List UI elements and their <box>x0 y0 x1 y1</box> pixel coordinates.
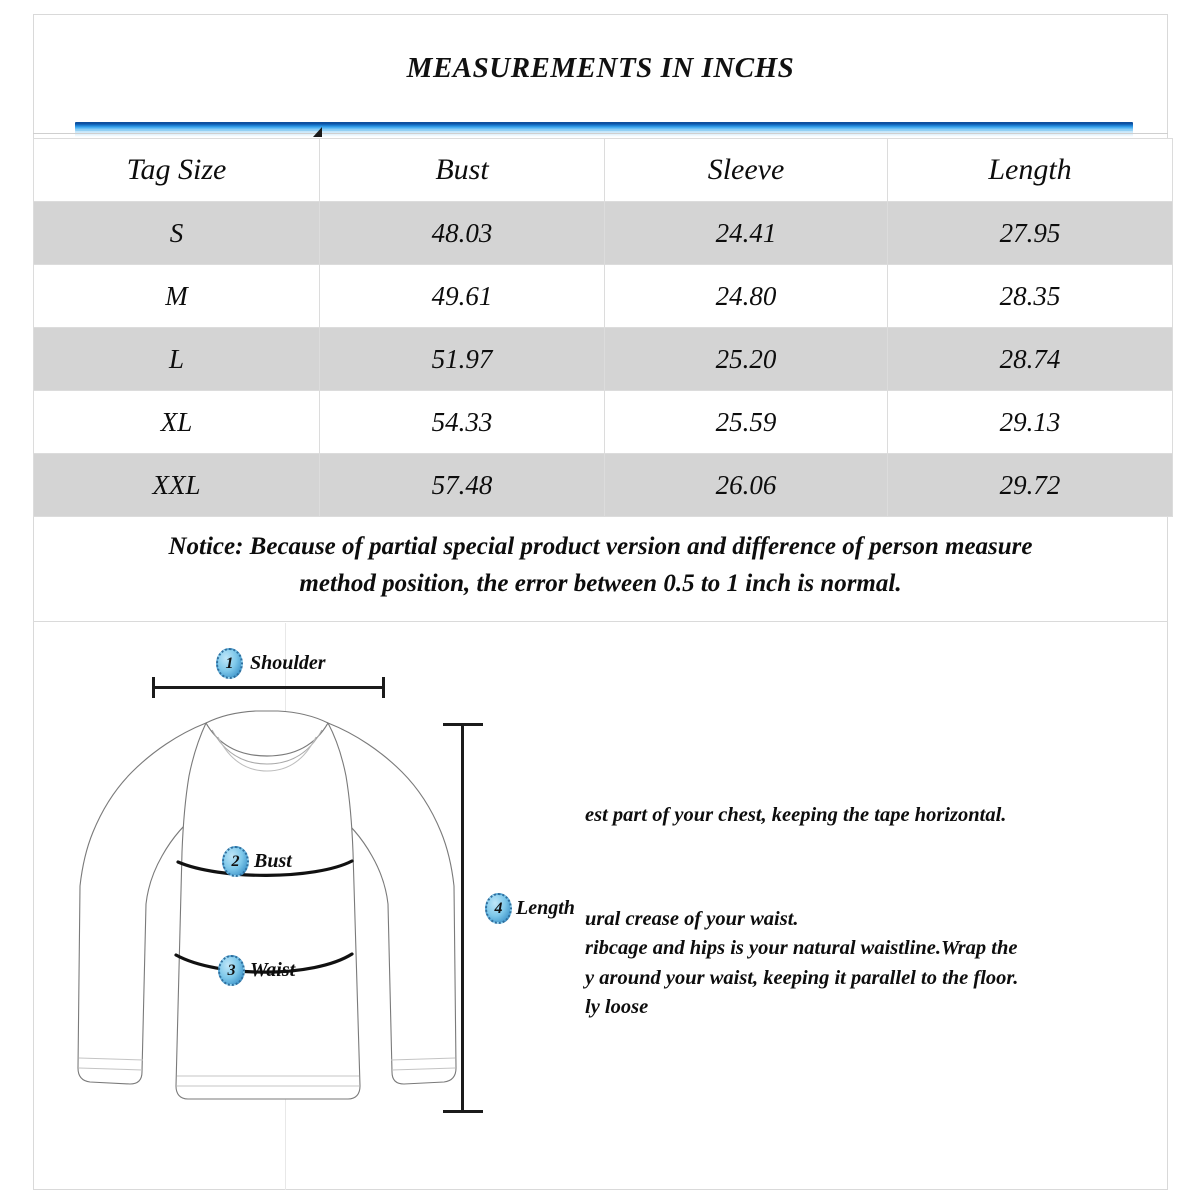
instruction-line-4: y around your waist, keeping it parallel to the floor. <box>585 966 1019 989</box>
shoulder-measure-cap-right <box>382 677 385 698</box>
column-header-sleeve: Sleeve <box>605 139 888 202</box>
column-header-length: Length <box>888 139 1173 202</box>
table-row <box>34 265 1173 328</box>
table-row <box>34 328 1173 391</box>
bar-hairline-divider <box>33 133 1168 134</box>
measuring-instructions <box>585 805 1145 1018</box>
cell-sleeve: 25.59 <box>605 391 888 454</box>
cell-bust: 51.97 <box>320 328 605 391</box>
cell-size: S <box>34 202 320 265</box>
cell-bust: 54.33 <box>320 391 605 454</box>
cell-sleeve: 26.06 <box>605 454 888 517</box>
badge-label-shoulder: Shoulder <box>250 652 326 674</box>
length-measure-line <box>461 724 464 1112</box>
instruction-line-1: est part of your chest, keeping the tape horizontal. <box>585 804 1007 826</box>
cell-size: XXL <box>34 454 320 517</box>
cell-length: 29.13 <box>888 391 1173 454</box>
notice-text <box>48 528 1153 602</box>
badge-label-length: Length <box>516 897 575 919</box>
cell-length: 27.95 <box>888 202 1173 265</box>
cell-bust: 57.48 <box>320 454 605 517</box>
column-header-tag-size: Tag Size <box>34 139 320 202</box>
badge-label-bust: Bust <box>254 850 292 872</box>
badge-label-waist: Waist <box>250 959 296 981</box>
table-row <box>34 202 1173 265</box>
instruction-spacer <box>585 826 1145 909</box>
cell-length: 29.72 <box>888 454 1173 517</box>
cell-length: 28.74 <box>888 328 1173 391</box>
cell-sleeve: 24.80 <box>605 265 888 328</box>
badge-3-icon: 3 <box>218 955 245 986</box>
long-sleeve-top-illustration <box>60 690 480 1140</box>
column-header-bust: Bust <box>320 139 605 202</box>
cell-size: XL <box>34 391 320 454</box>
cell-bust: 49.61 <box>320 265 605 328</box>
notice-line-1: Notice: Because of partial special product version and difference of person measure <box>168 533 1033 560</box>
page-title: MEASUREMENTS IN INCHS <box>406 52 795 84</box>
badge-2-icon: 2 <box>222 846 249 877</box>
table-header-row <box>34 139 1173 202</box>
cell-sleeve: 25.20 <box>605 328 888 391</box>
cell-size: M <box>34 265 320 328</box>
instruction-line-3: ribcage and hips is your natural waistline.Wrap the <box>585 937 1018 959</box>
length-measure-cap-top <box>443 723 483 726</box>
cell-sleeve: 24.41 <box>605 202 888 265</box>
badge-4-icon: 4 <box>485 893 512 924</box>
measurements-table <box>33 138 1173 517</box>
table-row <box>34 454 1173 517</box>
shoulder-measure-line <box>152 686 385 689</box>
length-measure-cap-bottom <box>443 1110 483 1113</box>
shoulder-measure-cap-left <box>152 677 155 698</box>
badge-1-icon: 1 <box>216 648 243 679</box>
table-row <box>34 391 1173 454</box>
instruction-line-5: ly loose <box>585 996 649 1018</box>
instruction-line-2: ural crease of your waist. <box>585 907 799 930</box>
cell-bust: 48.03 <box>320 202 605 265</box>
cell-size: L <box>34 328 320 391</box>
cell-length: 28.35 <box>888 265 1173 328</box>
notice-line-2: method position, the error between 0.5 to 1 inch is normal. <box>299 570 902 597</box>
